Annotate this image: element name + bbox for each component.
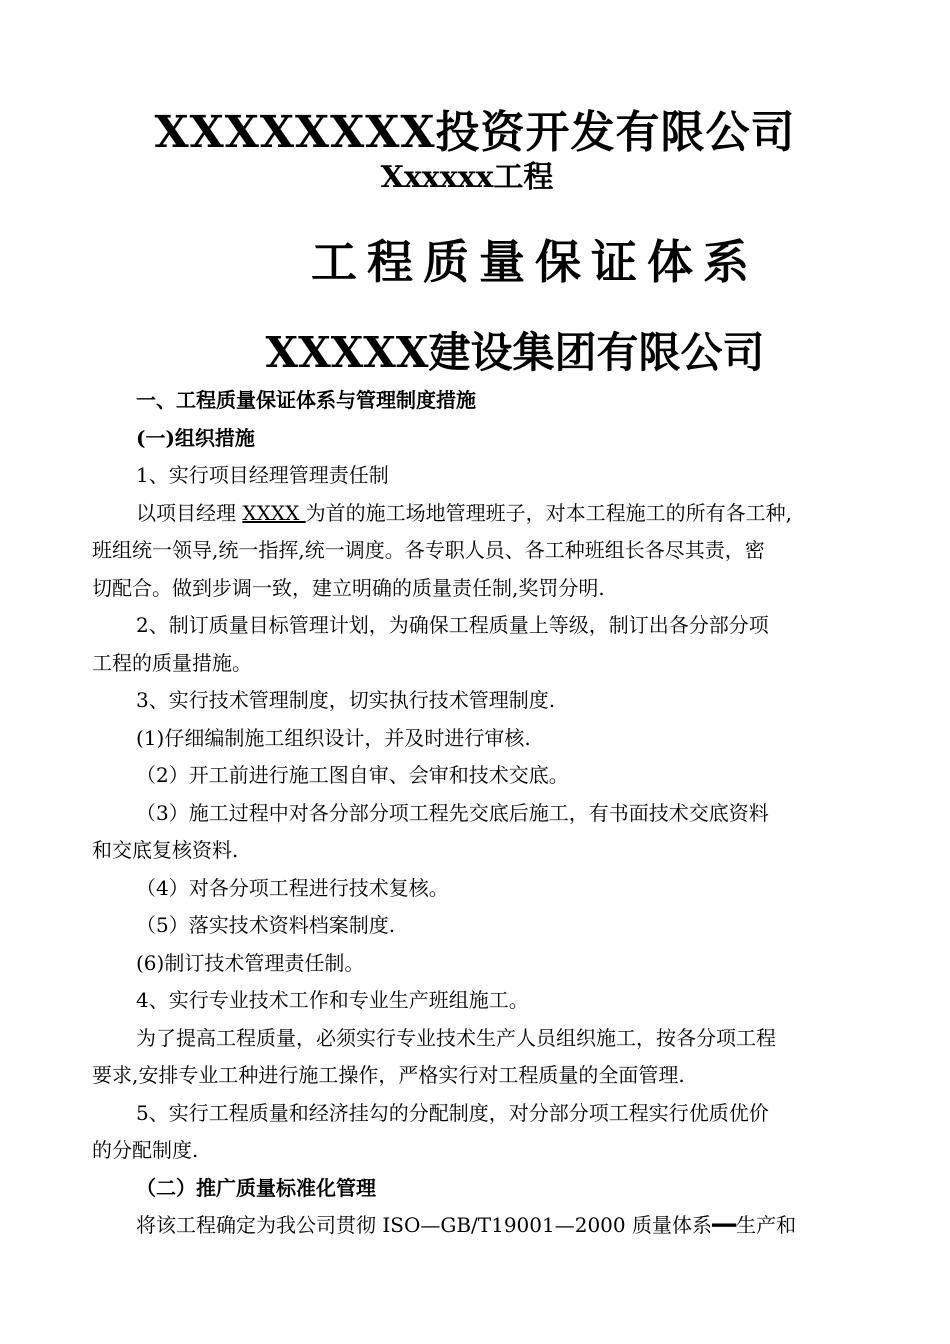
paragraph-line: 切配合。做到步调一致，建立明确的质量责任制,奖罚分明. bbox=[92, 575, 605, 600]
contractor-name: XXXXX建设集团有限公司 bbox=[265, 328, 765, 377]
sub-item: （2）开工前进行施工图自审、会审和技术交底。 bbox=[136, 763, 569, 787]
subsection-heading: （二）推广质量标准化管理 bbox=[136, 1175, 376, 1200]
paragraph-line: 2、制订质量目标管理计划，为确保工程质量上等级，制订出各分部分项 bbox=[136, 613, 769, 637]
manager-name: XXXX bbox=[242, 500, 306, 525]
paragraph-text: 以项目经理 bbox=[136, 500, 243, 525]
paragraph-line: 的分配制度. bbox=[92, 1138, 199, 1162]
paragraph-text: 为首的施工场地管理班子，对本工程施工的所有各工种, bbox=[305, 500, 793, 525]
document-body bbox=[92, 382, 862, 1245]
sub-item: （4）对各分项工程进行技术复核。 bbox=[136, 875, 449, 900]
project-name: Xxxxxx工程 bbox=[380, 160, 554, 195]
paragraph-line: 班组统一领导,统一指挥,统一调度。各专职人员、各工种班组长各尽其责，密 bbox=[92, 538, 765, 562]
paragraph-line: 和交底复核资料. bbox=[92, 838, 239, 862]
sub-item: (1)仔细编制施工组织设计，并及时进行审核. bbox=[136, 725, 531, 750]
document-title: 工程质量保证体系 bbox=[311, 235, 759, 289]
section-heading: 一、工程质量保证体系与管理制度措施 bbox=[136, 388, 476, 412]
item-title: 1、实行项目经理管理责任制 bbox=[136, 463, 389, 487]
paragraph-line bbox=[92, 495, 862, 533]
paragraph-line: 为了提高工程质量，必须实行专业技术生产人员组织施工，按各分项工程 bbox=[136, 1025, 776, 1050]
paragraph-line: 将该工程确定为我公司贯彻 ISO—GB/T19001—2000 质量体系━━生产和 bbox=[136, 1213, 797, 1237]
subsection-heading: (一)组织措施 bbox=[136, 425, 255, 450]
sub-item: （3）施工过程中对各分部分项工程先交底后施工，有书面技术交底资料 bbox=[136, 800, 769, 825]
sub-item: （5）落实技术资料档案制度. bbox=[136, 913, 396, 937]
paragraph-line: 工程的质量措施。 bbox=[92, 650, 252, 675]
paragraph-line: 要求,安排专业工种进行施工操作，严格实行对工程质量的全面管理. bbox=[92, 1063, 685, 1087]
item-title: 3、实行技术管理制度，切实执行技术管理制度. bbox=[136, 688, 556, 712]
item-title: 4、实行专业技术工作和专业生产班组施工。 bbox=[136, 988, 529, 1012]
paragraph-line: 5、实行工程质量和经济挂勾的分配制度，对分部分项工程实行优质优价 bbox=[136, 1100, 769, 1125]
sub-item: (6)制订技术管理责任制。 bbox=[136, 950, 365, 975]
company-title: XXXXXXXX投资开发有限公司 bbox=[154, 107, 796, 158]
